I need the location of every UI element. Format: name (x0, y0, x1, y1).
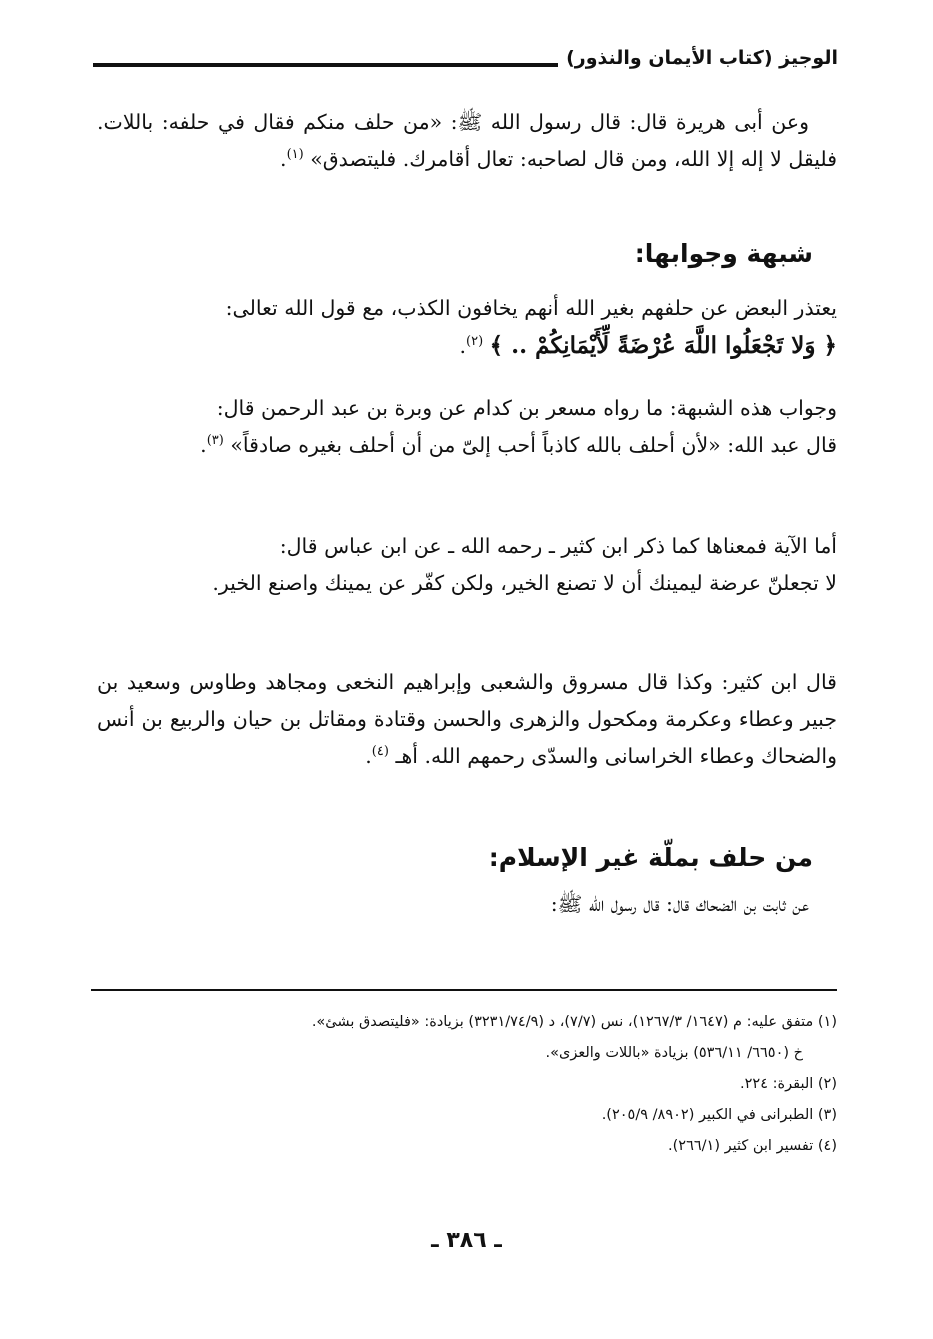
thabit-text: عن ثابت بن الضحاك قال: قال رسول الله ﷺ: (550, 892, 809, 916)
answer-paragraph: وجواب هذه الشبهة: ما رواه مسعر بن كدام عن وبرة بن عبد الرحمن قال: قال عبد الله: «لأن أحلف بالله كاذباً أحب إلىّ من أن أحلف بغيره صادقاً» $^{(٣)}$. (200, 396, 837, 457)
header-rule (93, 63, 558, 67)
tafsir-text: لا تجعلنّ عرضة ليمينك أن لا تصنع الخير، ولكن كفّر عن يمينك واصنع الخير. (212, 571, 837, 595)
footnote-separator (91, 989, 837, 991)
footnote-ref-3: (٣) (206, 433, 224, 449)
running-header (93, 38, 838, 78)
quran-verse: ﴿ وَلا تَجْعَلُوا اللَّهَ عُرْضَةً لِّأَيْمَانِكُمْ .. ﴾ (489, 332, 837, 359)
footnote-2: (٢) البقرة: ٢٢٤. (740, 1076, 837, 1092)
doubt-paragraph: يعتذر البعض عن حلفهم بغير الله أنهم يخافون الكذب، مع قول الله تعالى: ﴿ وَلا تَجْعَلُوا اللَّهَ عُرْضَةً لِّأَيْمَانِكُمْ .. ﴾ $^{(٢)}$. (225, 296, 837, 359)
footnote-1-continued: خ (٦٦٥٠/ ٥٣٦/١١) بزيادة «باللات والعزى». (545, 1045, 803, 1061)
hadith-text: وعن أبى هريرة قال: قال رسول الله ﷺ: «من حلف منكم فقال في حلفه: باللات. فليقل لا إله إلا الله، ومن قال لصاحبه: تعال أقامرك. فليتصدق» (97, 110, 837, 171)
footnotes (97, 1007, 837, 1162)
section-heading-other-religion: من حلف بملّة غير الإسلام: (488, 843, 813, 872)
ibn-kathir-text: قال ابن كثير: وكذا قال مسروق والشعبى وإبراهيم النخعى ومجاهد وطاوس وسعيد بن جبير وعطاء وعكرمة ومكحول والزهرى والحسن وقتادة ومقاتل بن حيان والربيع بن أنس والضحاك وعطاء الخراسانى والسدّى رحمهم الله. أهـ (97, 670, 837, 768)
header-title: الوجيز (كتاب الأيمان والنذور) (566, 47, 838, 69)
thabit-paragraph (97, 886, 837, 923)
footnote-3: (٣) الطبرانى في الكبير (٨٩٠٢/ ٢٠٥/٩). (601, 1107, 837, 1123)
footnote-4: (٤) تفسير ابن كثير (٢٦٦/١). (668, 1138, 837, 1154)
doubt-intro: يعتذر البعض عن حلفهم بغير الله أنهم يخافون الكذب، مع قول الله تعالى: (225, 296, 837, 320)
tafsir-intro: أما الآية فمعناها كما ذكر ابن كثير ـ رحمه الله ـ عن ابن عباس قال: (279, 534, 837, 558)
abdullah-quote: قال عبد الله: «لأن أحلف بالله كاذباً أحب إلىّ من أن أحلف بغيره صادقاً» (230, 433, 837, 457)
ibn-kathir-paragraph: قال ابن كثير: وكذا قال مسروق والشعبى وإبراهيم النخعى ومجاهد وطاوس وسعيد بن جبير وعطاء وعكرمة ومكحول والزهرى والحسن وقتادة ومقاتل بن حيان والربيع بن أنس والضحاك وعطاء الخراسانى والسدّى رحمهم الله. أهـ $^{(٤)}$. (97, 670, 837, 768)
page-number: ـ ٣٨٦ ـ (431, 1228, 502, 1253)
footnote-ref-1: (١) (286, 147, 304, 163)
footnote-ref-4: (٤) (371, 744, 389, 760)
tafsir-paragraph (97, 528, 837, 602)
section-heading-doubt: شبهة وجوابها: (634, 239, 813, 268)
footnote-1: (١) متفق عليه: م (١٦٤٧/ ١٢٦٧/٣)، نس (٧/٧)، د (٣٢٣١/٧٤/٩) بزيادة: «فليتصدق بشئ». (311, 1014, 837, 1030)
answer-intro: وجواب هذه الشبهة: ما رواه مسعر بن كدام عن وبرة بن عبد الرحمن قال: (216, 396, 837, 420)
hadith-paragraph: وعن أبى هريرة قال: قال رسول الله ﷺ: «من حلف منكم فقال في حلفه: باللات. فليقل لا إله إلا الله، ومن قال لصاحبه: تعال أقامرك. فليتصدق» $^{(١)}$. (97, 110, 837, 171)
footnote-ref-2: (٢) (466, 334, 484, 350)
